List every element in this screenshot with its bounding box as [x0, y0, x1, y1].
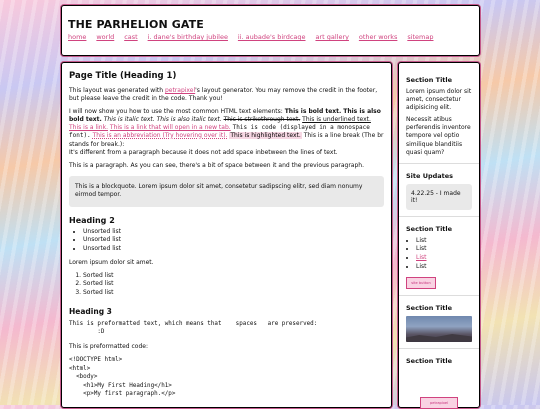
text-elements-intro: I will now show you how to use the most common HTML text elements:	[69, 108, 285, 116]
preformatted-code: <!DOCTYPE html> <html> <body> <h1>My First Heading</h1> <p>My first paragraph.</p>	[69, 357, 176, 398]
code-label: This is preformatted code:	[69, 342, 148, 350]
site-title: THE PARHELION GATE	[68, 18, 204, 31]
list-item-link[interactable]	[416, 254, 472, 263]
list-item: 3. Sorted list	[83, 289, 384, 298]
list-item: • Unsorted list	[83, 236, 384, 245]
divider	[399, 216, 479, 217]
abbreviation-text[interactable]: This is an abbreviation (Try hovering over it).	[92, 132, 228, 140]
text-elements-paragraph	[69, 108, 384, 157]
landscape-image	[406, 316, 472, 342]
nav-art-gallery[interactable]: art gallery	[315, 33, 349, 41]
highlighted-text: This is highlighted text.	[230, 132, 301, 140]
bold-text: This is bold text.	[284, 108, 342, 116]
italic-text-2: This is also italic text.	[156, 116, 222, 124]
underlined-text: This is underlined text.	[302, 116, 371, 124]
example-link[interactable]: This is a link.	[69, 124, 108, 132]
main-content	[61, 62, 392, 408]
nav-home[interactable]: home	[68, 33, 87, 41]
list-item: • List	[416, 245, 472, 254]
credit-link[interactable]: petrapixel	[164, 87, 196, 94]
heading-3: Heading 3	[69, 306, 112, 316]
nav-other-works[interactable]: other works	[358, 33, 398, 41]
code-text: This is code (displayed in a monospace font).	[69, 124, 370, 140]
nav-cast[interactable]: cast	[124, 33, 138, 41]
site-updates-title: Site Updates	[406, 171, 454, 180]
list-item: • Unsorted list	[83, 245, 384, 254]
sidebar-section-title: Section Title	[406, 303, 453, 312]
sidebar	[398, 62, 480, 408]
new-tab-link[interactable]: This is a link that will open in a new tab.	[109, 124, 231, 132]
site-update-entry: 4.22.25 - I made it!	[406, 184, 472, 210]
sidebar-list-link[interactable]: List	[416, 254, 427, 262]
nav-world[interactable]: world	[96, 33, 115, 41]
list-item: 2. Sorted list	[83, 280, 384, 289]
blockquote: This is a blockquote. Lorem ipsum dolor sit amet, consetetur sadipscing elitr, sed diam nonumy eirmod tempor.	[69, 176, 384, 207]
sorted-list	[69, 272, 384, 298]
main-nav	[68, 33, 473, 41]
site-button[interactable]: site button	[406, 277, 436, 289]
divider	[399, 348, 479, 349]
site-header	[61, 5, 480, 56]
paragraph: This is a paragraph. As you can see, there's a bit of space between it and the previous paragraph.	[69, 161, 364, 169]
hill-silhouette	[406, 332, 472, 342]
line-break-text: This is a line break (The br stands for break.):	[69, 132, 384, 148]
intro-text-1: This layout was generated with	[69, 87, 165, 94]
divider	[399, 295, 479, 296]
lorem-short: Lorem ipsum dolor sit amet.	[69, 258, 154, 266]
italic-text: This is italic text.	[103, 116, 155, 124]
nav-aubade-birdcage[interactable]: ii. aubade's birdcage	[237, 33, 306, 41]
bold-text-2: This is also bold text.	[69, 108, 381, 124]
after-break-text: It's different from a paragraph because it does not add space inbetween the lines of text.	[69, 148, 338, 156]
unsorted-list	[69, 228, 384, 254]
list-item: • List	[416, 237, 472, 246]
intro-paragraph	[69, 87, 384, 103]
list-item: 1. Sorted list	[83, 272, 384, 281]
sidebar-section-title: Section Title	[406, 356, 453, 365]
nav-dane-birthday[interactable]: i. dane's birthday jubilee	[147, 33, 228, 41]
strikethrough-text: This is strikethrough text.	[223, 116, 301, 124]
list-item: • Unsorted list	[83, 228, 384, 237]
sidebar-section-title: Section Title	[406, 76, 453, 84]
intro-text-2: 's layout generator. You may remove the credit in the footer, but please leave the credit in the code. Thank you!	[69, 87, 378, 103]
sidebar-section-title: Section Title	[406, 224, 453, 233]
sidebar-list	[406, 237, 472, 272]
nav-sitemap[interactable]: sitemap	[407, 33, 434, 41]
heading-2: Heading 2	[69, 215, 115, 225]
sidebar-text: Lorem ipsum dolor sit amet, consectetur adipisicing elit.	[406, 88, 472, 112]
list-item: • List	[416, 263, 472, 272]
preformatted-text: This is preformatted text, which means that spaces are preserved: :D	[69, 320, 318, 336]
page-title: Page Title (Heading 1)	[69, 71, 177, 81]
divider	[399, 163, 479, 164]
sidebar-text: Necessit atibus perferendis inventore tempore vel optio similique blanditiis quasi quam?	[406, 116, 471, 156]
petrapixel-button[interactable]: petrapixel	[420, 397, 458, 409]
